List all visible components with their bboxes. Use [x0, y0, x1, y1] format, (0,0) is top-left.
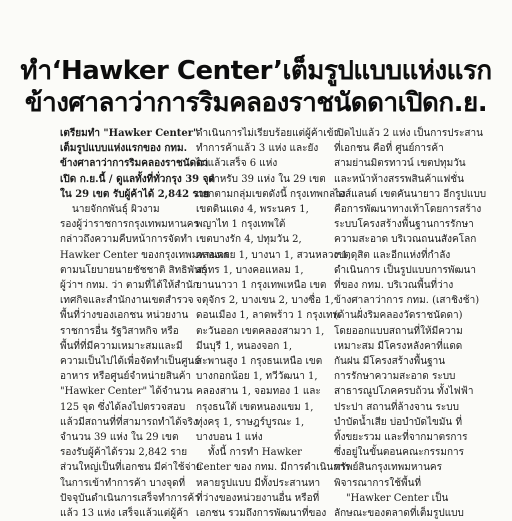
- article-line: ไอส์แลนด์ เขตคันนายาว อีกรูปแบบ: [334, 188, 487, 200]
- article-line: พื้นที่ว่างของเอกชน หน่วยงาน: [60, 310, 189, 322]
- article-line: กรุงธนใต้ เขตหนองแขม 1,: [196, 401, 314, 413]
- article-line: เตรียมทำ "Hawker Center": [60, 128, 199, 139]
- article-line: เปิด ก.ย.นี้ / ดูแลทั้งที่ทั่วกรุง 39 จุด: [60, 173, 215, 185]
- article-line: มีนบุรี 1, หนองจอก 1,: [196, 340, 293, 352]
- article-line: รองรับผู้ค้าได้รวม 2,842 ราย: [60, 447, 188, 459]
- article-line: ทิ้งขยะรวม และที่จากมาตรการ: [334, 432, 468, 444]
- article-line: พิจารณาการใช้พื้นที่: [334, 477, 422, 489]
- article-line: ซึ่งอยู่ในขั้นตอนคณะกรรมการ: [334, 447, 465, 459]
- article-line: แยกตามกลุ่มเขตดังนี้ กรุงเทพกลาง: [196, 188, 346, 200]
- article-line: กันฝน มีโครงสร้างพื้นฐาน: [334, 356, 446, 368]
- article-line: สาธารณูปโภคครบถ้วน ทั้งไฟฟ้า: [334, 386, 474, 398]
- article-column-2: [196, 126, 352, 521]
- article-line: (ด้านฝั่งริมคลองวัดราชนัดดา): [334, 310, 463, 322]
- article-line: ที่เอกชน คือที่ ศูนย์การค้า: [334, 143, 444, 155]
- article-line: ข้างศาลาว่าการ กทม. (เสาชิงช้า): [334, 295, 480, 307]
- article-line: เขตดินแดง 4, พระนคร 1,: [196, 204, 309, 216]
- article-line: Center ของ กทม. มีการดำเนินการ: [196, 462, 351, 474]
- article-line: เหมาะสม มีโครงหลังคาที่แดด: [334, 340, 463, 352]
- article-line: นายจักกพันธุ์ ผิวงาม: [72, 204, 160, 216]
- article-line: เทศกิจและสำนักงานเขตสำรวจ: [60, 295, 194, 307]
- article-line: แล้วมีสถานที่ที่สามารถทำได้จริง: [60, 416, 198, 428]
- headline-line-1: ทำ‘Hawker Center’เต็มรูปแบบแห่งแรก: [20, 56, 492, 86]
- article-line: หลายรูปแบบ มีทั้งประสานหา: [196, 477, 321, 489]
- article-line: เต็มรูปแบบแห่งแรกของ กทม.: [60, 143, 188, 155]
- article-line: ใน 29 เขต รับผู้ค้าได้ 2,842 ราย: [60, 188, 210, 200]
- article-line: ที่ว่างของหน่วยงานอื่น หรือที่: [196, 492, 320, 504]
- article-line: 125 จุด ซึ่งได้ลงไปตรวจสอบ: [60, 401, 186, 413]
- article-line: คลองสาน 1, จอมทอง 1 และ: [196, 386, 321, 398]
- article-line: เปิดไปแล้ว 2 แห่ง เป็นการประสาน: [334, 128, 483, 139]
- article-line: ระบบโครงสร้างพื้นฐานการรักษา: [334, 219, 474, 231]
- article-line: ทรัพย์สินกรุงเทพมหานคร: [334, 462, 442, 474]
- article-line: ดำเนินการ เป็นรูปแบบการพัฒนา: [334, 264, 476, 276]
- article-line: จตุจักร 2, บางเขน 2, บางซื่อ 1,: [196, 295, 334, 307]
- article-line: Hawker Center ของกรุงเทพมหานคร: [60, 249, 230, 261]
- article-line: "Hawker Center" ได้จำนวน: [60, 386, 193, 398]
- article-line: ทุ่งครุ 1, ราษฎร์บูรณะ 1,: [196, 416, 305, 428]
- article-line: ประปา สถานที่ล้างจาน ระบบ: [334, 401, 459, 413]
- article-line: ผู้ว่าฯ กทม. ว่า ตามที่ได้ให้สำนัก: [60, 280, 199, 292]
- article-line: "Hawker Center เป็น: [346, 492, 449, 504]
- article-line: ปัจจุบันดำเนินการเสร็จทำการค้า: [60, 492, 200, 504]
- article-line: เขตบางรัก 4, ปทุมวัน 2,: [196, 234, 302, 246]
- article-line: พื้นที่ที่มีความเหมาะสมและมี: [60, 340, 183, 352]
- article-line: ยานนาวา 1 กรุงเทพเหนือ เขต: [196, 280, 327, 292]
- article-line: บางบอน 1 แห่ง: [196, 432, 263, 444]
- article-line: สะพานสูง 1 กรุงธนเหนือ เขต: [196, 356, 323, 368]
- article-line: ข้างศาลาว่าการริมคลองราชนัดดา: [60, 158, 209, 170]
- article-line: บำบัดน้ำเสีย บ่อบำบัดไขมัน ที่: [334, 416, 463, 428]
- article-line: รองผู้ว่าราชการกรุงเทพมหานคร: [60, 219, 199, 231]
- article-line: สามย่านมิตรทาวน์ เขตปทุมวัน: [334, 158, 466, 170]
- article-line: กล่าวถึงความคืบหน้าการจัดทำ: [60, 234, 193, 246]
- article-line: สาทร 1, บางคอแหลม 1,: [196, 264, 304, 276]
- article-line: พญาไท 1 กรุงเทพใต้: [196, 219, 286, 231]
- article-line: เขตดุสิต และอีกแห่งที่กำลัง: [334, 249, 451, 261]
- article-line: อาหาร หรือศูนย์จำหน่ายสินค้า: [60, 371, 192, 383]
- article-line: บางกอกน้อย 1, ทวีวัฒนา 1,: [196, 371, 318, 383]
- article-line: คือการพัฒนาทางเท้าโดยการสร้าง: [334, 204, 482, 216]
- article-line: และหน้าห้างสรรพสินค้าแฟชั่น: [334, 173, 464, 185]
- article-line: ตามนโยบายนายชัชชาติ สิทธิพันธุ์: [60, 264, 207, 276]
- article-line: ลักษณะของตลาดที่เต็มรูปแบบ: [334, 508, 464, 520]
- headline-line-2: ข้างศาลาว่าการริมคลองราชนัดดาเปิดก.ย.: [24, 88, 488, 118]
- article-line: ความสะอาด บริเวณถนนสังคโลก: [334, 234, 477, 246]
- article-line: ในการเข้าทำการค้า บางจุดที่: [60, 477, 186, 489]
- article-line: ไม่แล้วเสร็จ 6 แห่ง: [196, 158, 278, 170]
- article-line: แล้ว 13 แห่ง เสร็จแล้วแต่ผู้ค้า: [60, 508, 189, 520]
- article-line: ตะวันออก เขตคลองสามวา 1,: [196, 325, 325, 337]
- article-line: ที่ของ กทม. บริเวณพื้นที่ว่าง: [334, 280, 454, 292]
- article-line: เอกชน รวมถึงการพัฒนาที่ของ: [196, 508, 327, 520]
- article-line: การรักษาความสะอาด ระบบ: [334, 371, 456, 383]
- article-line: ราชการอื่น รัฐวิสาหกิจ หรือ: [60, 325, 179, 337]
- article-line: ดอนเมือง 1, ลาดพร้าว 1 กรุงเทพ: [196, 310, 340, 322]
- article-line: ความเป็นไปได้เพื่อจัดทำเป็นศูนย์: [60, 356, 201, 368]
- article-line: ทั้งนี้ การทำ Hawker: [208, 447, 302, 459]
- article-line: โดยออกแบบสถานที่ให้มีความ: [334, 325, 463, 337]
- article-line: ดำเนินการไม่เรียบร้อยแต่ผู้ค้าเข้า: [196, 128, 340, 139]
- article-line: ส่วนใหญ่เป็นที่เอกชน มีค่าใช้จ่าย: [60, 462, 202, 474]
- article-column-3: [334, 126, 487, 521]
- article-line: ทำการค้าแล้ว 3 แห่ง และยัง: [196, 143, 319, 155]
- article-line: สำหรับ 39 แห่ง ใน 29 เขต: [208, 173, 326, 185]
- article-line: คลองเตย 1, บางนา 1, สวนหลวง 1,: [196, 249, 352, 261]
- article-line: จำนวน 39 แห่ง ใน 29 เขต: [60, 432, 179, 444]
